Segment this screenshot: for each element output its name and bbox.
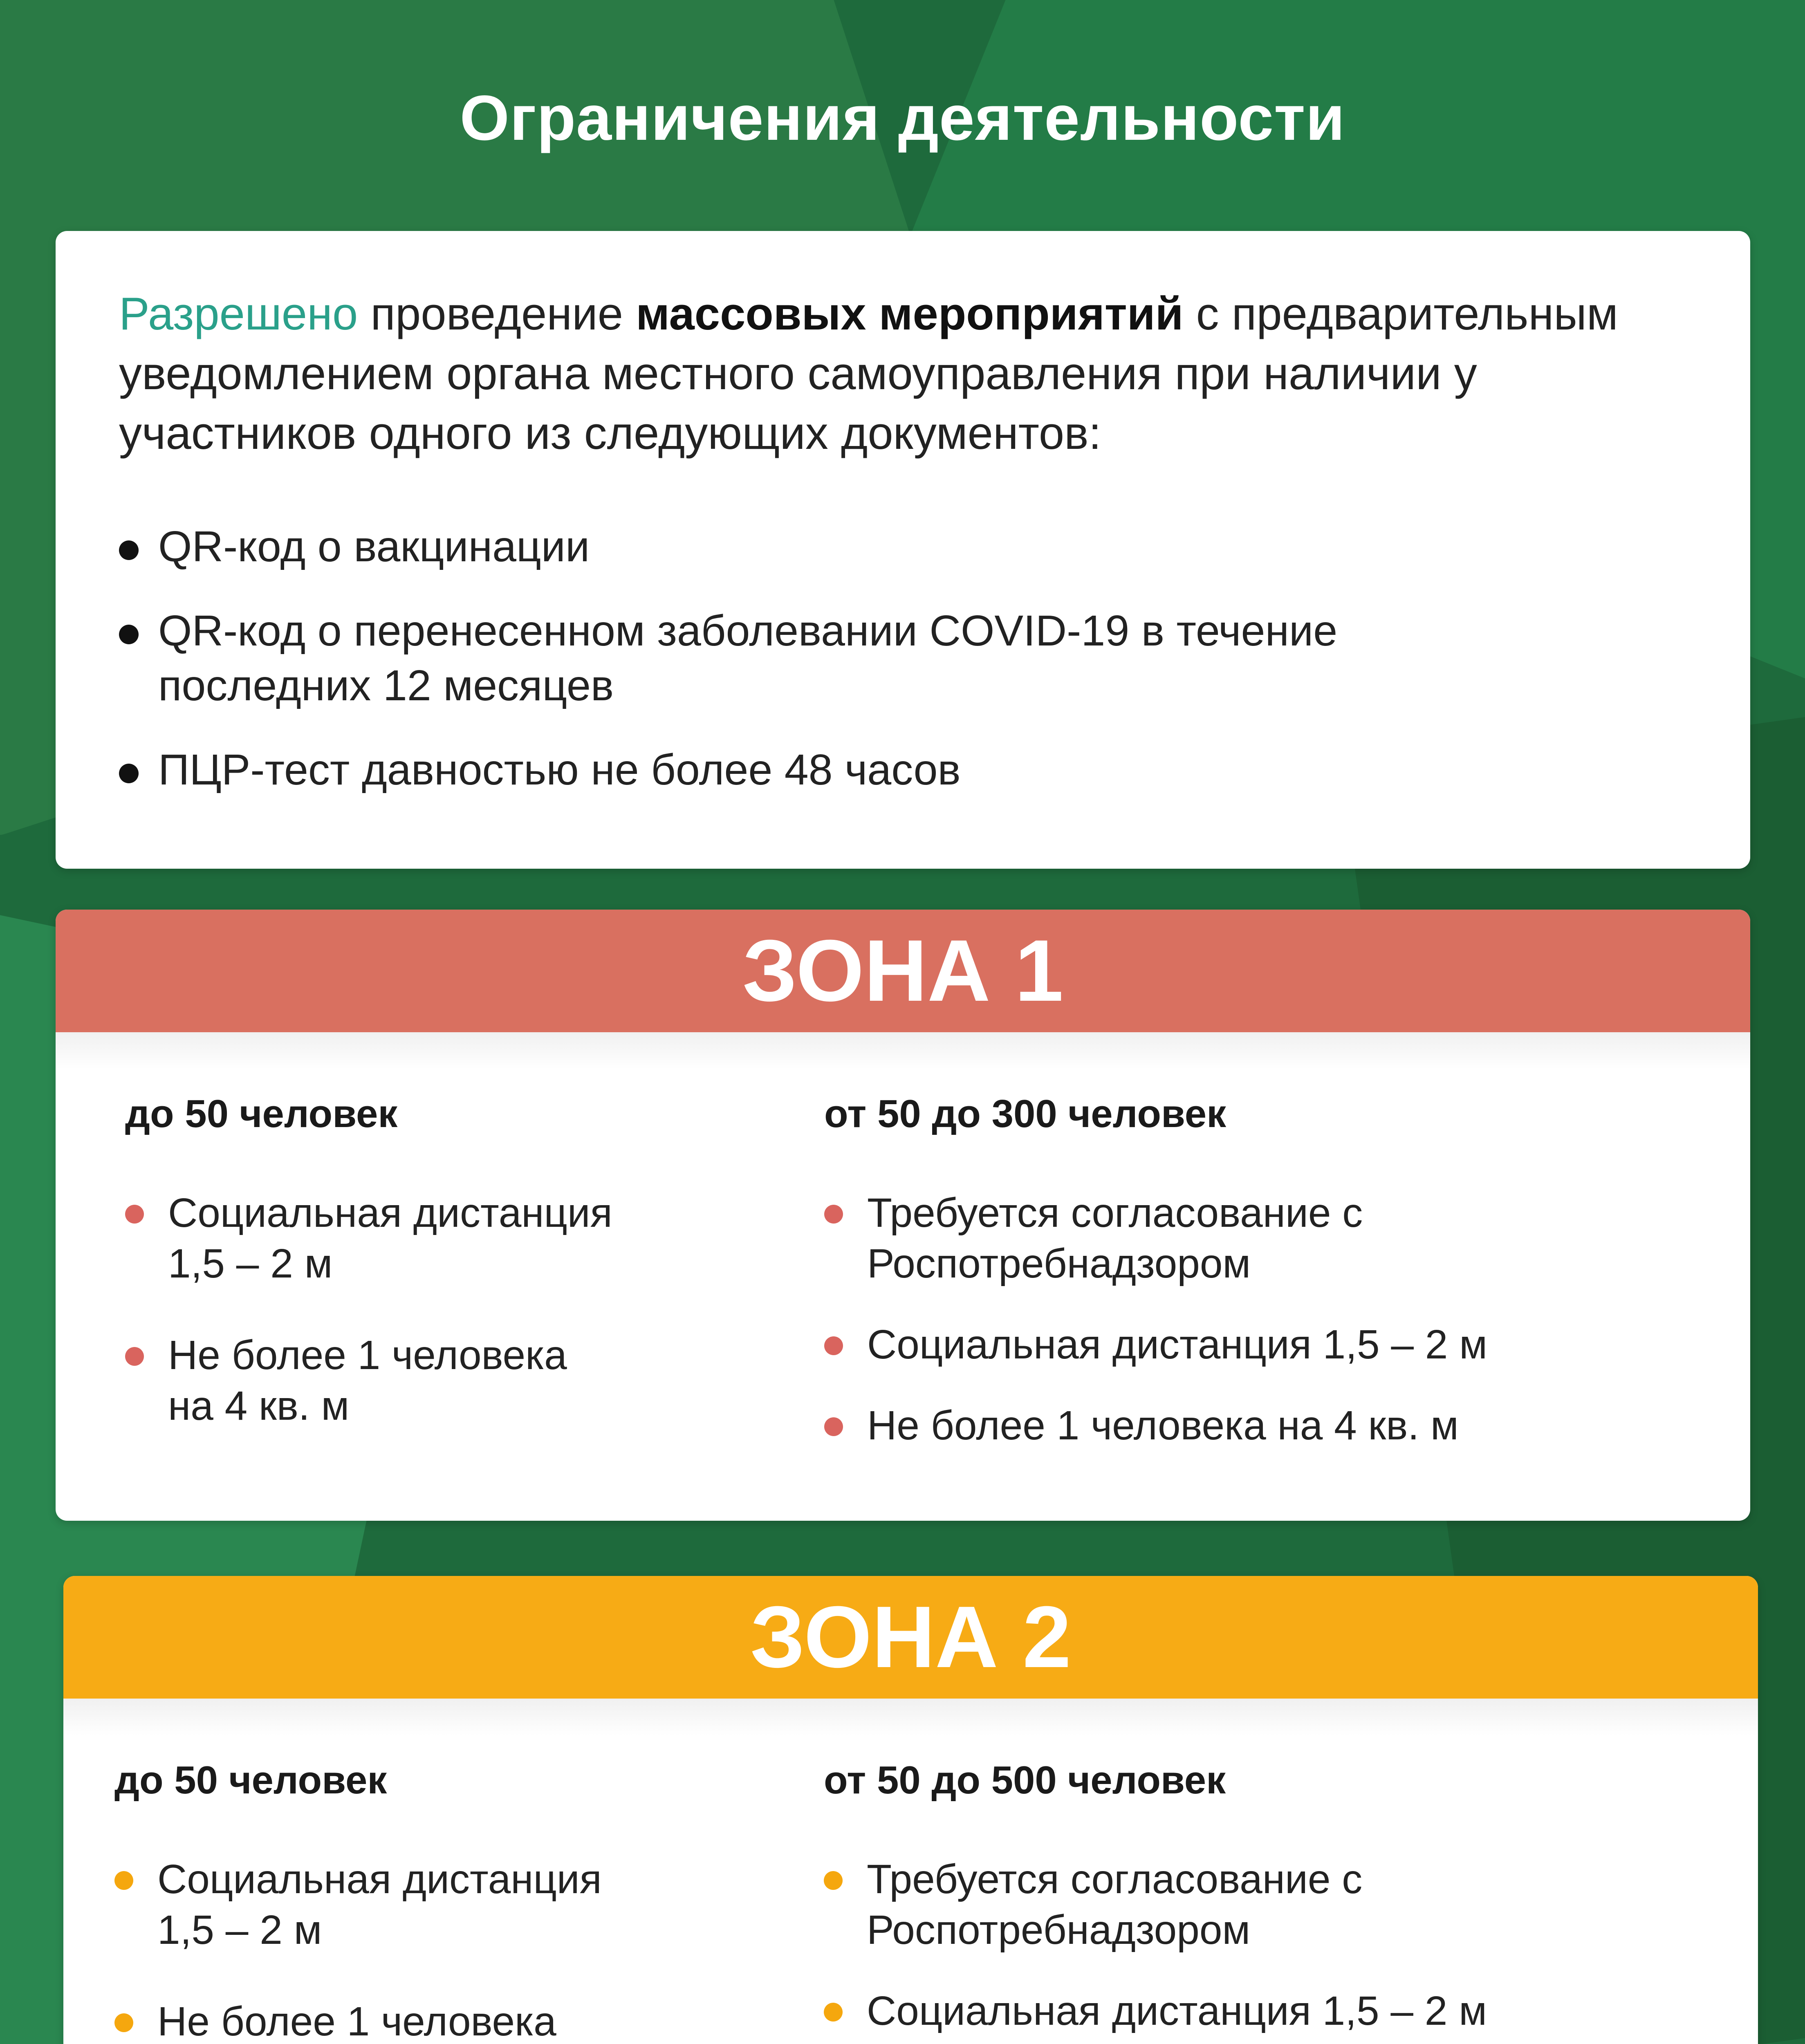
rule-item: Социальная дистанция 1,5 – 2 м xyxy=(824,1319,1724,1370)
intro-paragraph xyxy=(119,284,1713,463)
rule-item: Не более 1 человека на 4 кв. м xyxy=(125,1330,597,1431)
document-item: ПЦР-тест давностью не более 48 часов xyxy=(119,742,1713,797)
zone-1-small-list xyxy=(125,1188,763,1431)
zone-2-small-events xyxy=(114,1756,752,2044)
zone-2-large-list xyxy=(824,1854,1723,2044)
zone-1-large-list xyxy=(824,1188,1724,1451)
intro-card xyxy=(56,231,1750,869)
zone-1-header: ЗОНА 1 xyxy=(56,910,1750,1032)
zone-1-card xyxy=(56,910,1750,1521)
zone-1-large-heading: от 50 до 300 человек xyxy=(824,1092,1227,1136)
intro-bold: массовых мероприятий xyxy=(636,288,1184,339)
rule-item: Требуется согласование с Роспотребнадзором xyxy=(824,1854,1431,1955)
rule-item: Социальная дистанция 1,5 – 2 м xyxy=(125,1188,634,1289)
zone-2-large-heading: от 50 до 500 человек xyxy=(824,1758,1226,1802)
rule-item: Социальная дистанция 1,5 – 2 м xyxy=(824,1986,1723,2036)
zone-2-card xyxy=(63,1576,1758,2044)
documents-list xyxy=(119,519,1713,797)
intro-highlight: Разрешено xyxy=(119,288,358,339)
zone-1-small-heading: до 50 человек xyxy=(125,1092,398,1136)
rule-item: Не более 1 человека на 4 кв. м xyxy=(824,1400,1724,1451)
rule-item: Требуется согласование с Роспотребнадзором xyxy=(824,1188,1399,1289)
zone-1-large-events xyxy=(824,1089,1724,1451)
document-item: QR-код о перенесенном заболевании COVID-19 в течение последних 12 месяцев xyxy=(119,603,1446,713)
zone-2-small-heading: до 50 человек xyxy=(114,1758,387,1802)
page-title: Ограничения деятельности xyxy=(460,83,1345,154)
intro-text-before-bold: проведение xyxy=(358,288,636,339)
zone-2-large-events xyxy=(824,1756,1723,2044)
rule-item: Социальная дистанция 1,5 – 2 м xyxy=(114,1854,623,1955)
zone-1-small-events xyxy=(125,1089,763,1431)
zone-2-header: ЗОНА 2 xyxy=(63,1576,1758,1699)
rule-item: Не более 1 человека xyxy=(114,1996,587,2044)
zone-2-small-list xyxy=(114,1854,752,2044)
document-item: QR-код о вакцинации xyxy=(119,519,1713,574)
intro-text-after-bold: с предварительным уведомлением органа местного самоуправления при наличии у участников одного из следующих документов: xyxy=(119,288,1618,459)
